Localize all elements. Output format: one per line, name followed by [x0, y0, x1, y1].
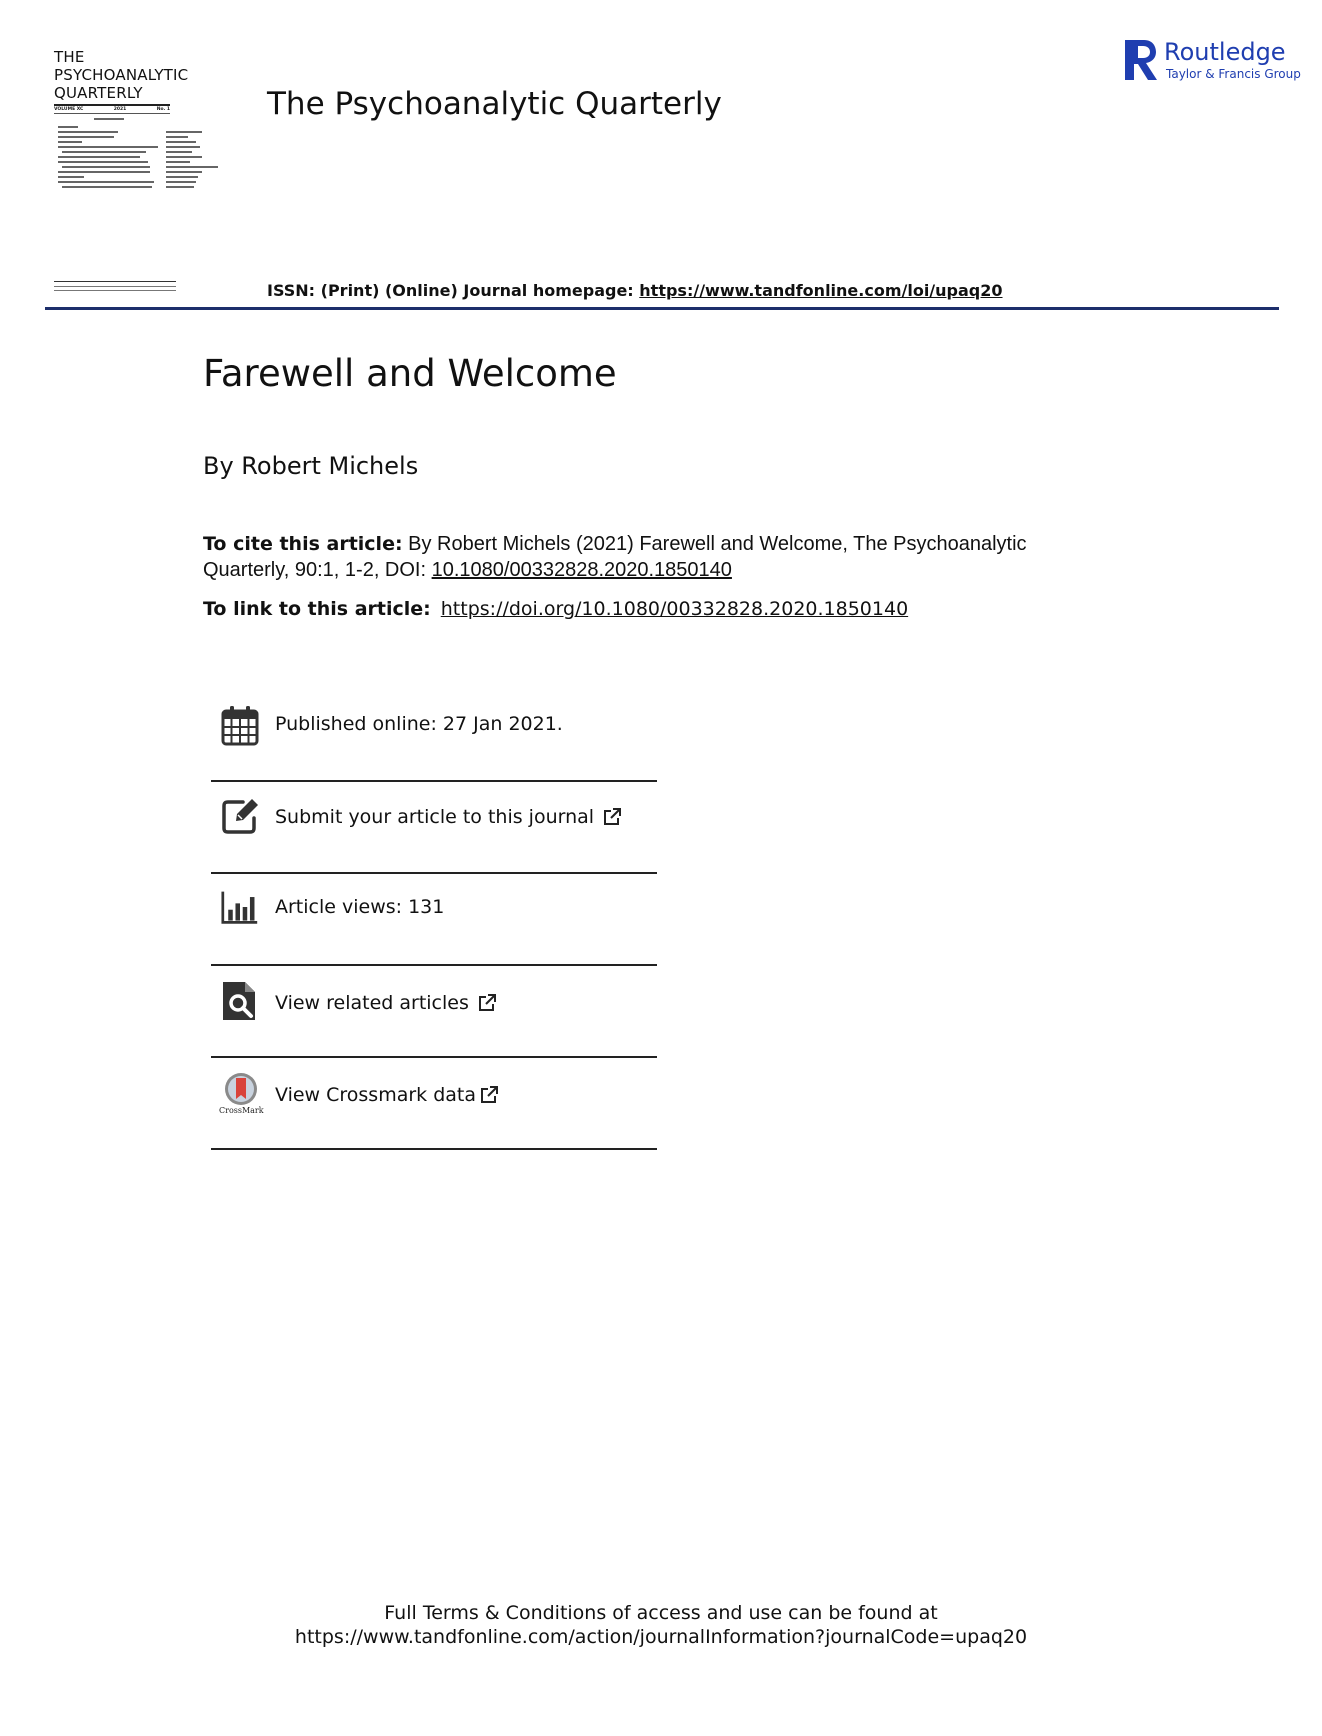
crossmark-row[interactable] [211, 1058, 657, 1150]
journal-cover-thumbnail [54, 48, 254, 194]
issn-label: ISSN: (Print) (Online) Journal homepage: [267, 281, 640, 300]
journal-title: The Psychoanalytic Quarterly [267, 86, 722, 122]
related-articles-label: View related articles [275, 992, 469, 1014]
article-views-row [211, 874, 657, 966]
issn-line [267, 281, 1003, 300]
crossmark-link[interactable] [275, 1084, 499, 1106]
bar-chart-icon [221, 886, 259, 928]
citation-doi-link[interactable]: 10.1080/00332828.2020.1850140 [431, 559, 732, 581]
calendar-icon [221, 704, 259, 746]
cover-title-line-3: QUARTERLY [54, 84, 143, 102]
cover-title-line-2: PSYCHOANALYTIC [54, 66, 189, 84]
document-search-icon [221, 980, 259, 1022]
publisher-group: Taylor & Francis Group [1166, 67, 1301, 81]
crossmark-icon [219, 1072, 263, 1108]
external-link-icon [602, 807, 622, 827]
cover-contents-lines [54, 114, 244, 194]
related-articles-link[interactable] [275, 992, 497, 1014]
cover-volume-info [54, 107, 170, 112]
citation-text: By Robert Michels (2021) Farewell and Welcome, The Psychoanalytic Quarterly, 90:1, 1-2, DOI: [203, 533, 1027, 581]
header-divider [45, 307, 1279, 310]
routledge-r-icon [1124, 38, 1158, 82]
external-link-icon [479, 1085, 499, 1105]
cover-rule [54, 104, 170, 106]
citation-block [203, 531, 1083, 583]
edit-icon [221, 794, 259, 836]
cover-volume: VOLUME XC [54, 107, 84, 112]
routledge-logo [1124, 38, 1301, 86]
crossmark-label: View Crossmark data [275, 1084, 477, 1106]
link-label: To link to this article: [203, 598, 431, 620]
related-articles-row[interactable] [211, 966, 657, 1058]
submit-article-label: Submit your article to this journal [275, 806, 595, 828]
footer-terms-url[interactable]: https://www.tandfonline.com/action/journalInformation?journalCode=upaq20 [294, 1626, 1028, 1648]
article-title: Farewell and Welcome [203, 352, 617, 395]
external-link-icon [477, 993, 497, 1013]
terms-footer [0, 1601, 1322, 1649]
published-row [211, 692, 657, 782]
article-link-block [203, 598, 908, 620]
publisher-name: Routledge [1164, 38, 1286, 66]
footer-line-1: Full Terms & Conditions of access and use can be found at [384, 1602, 938, 1624]
cover-number: No. 1 [156, 107, 170, 112]
cover-year: 2021 [113, 107, 127, 112]
journal-homepage-link[interactable]: https://www.tandfonline.com/loi/upaq20 [639, 281, 1003, 300]
article-doi-url[interactable]: https://doi.org/10.1080/00332828.2020.1850140 [440, 598, 909, 620]
article-byline: By Robert Michels [203, 452, 419, 480]
submit-article-row[interactable] [211, 782, 657, 874]
article-info-list [211, 692, 657, 1150]
crossmark-logo [219, 1072, 263, 1120]
citation-label: To cite this article: [203, 533, 403, 555]
cover-footer-rules [54, 281, 176, 291]
crossmark-logo-text: CrossMark [219, 1106, 264, 1115]
submit-article-link[interactable] [275, 806, 622, 828]
article-views-count: Article views: 131 [275, 896, 445, 918]
cover-title-line-1: THE [54, 48, 85, 66]
published-date: Published online: 27 Jan 2021. [275, 713, 563, 735]
